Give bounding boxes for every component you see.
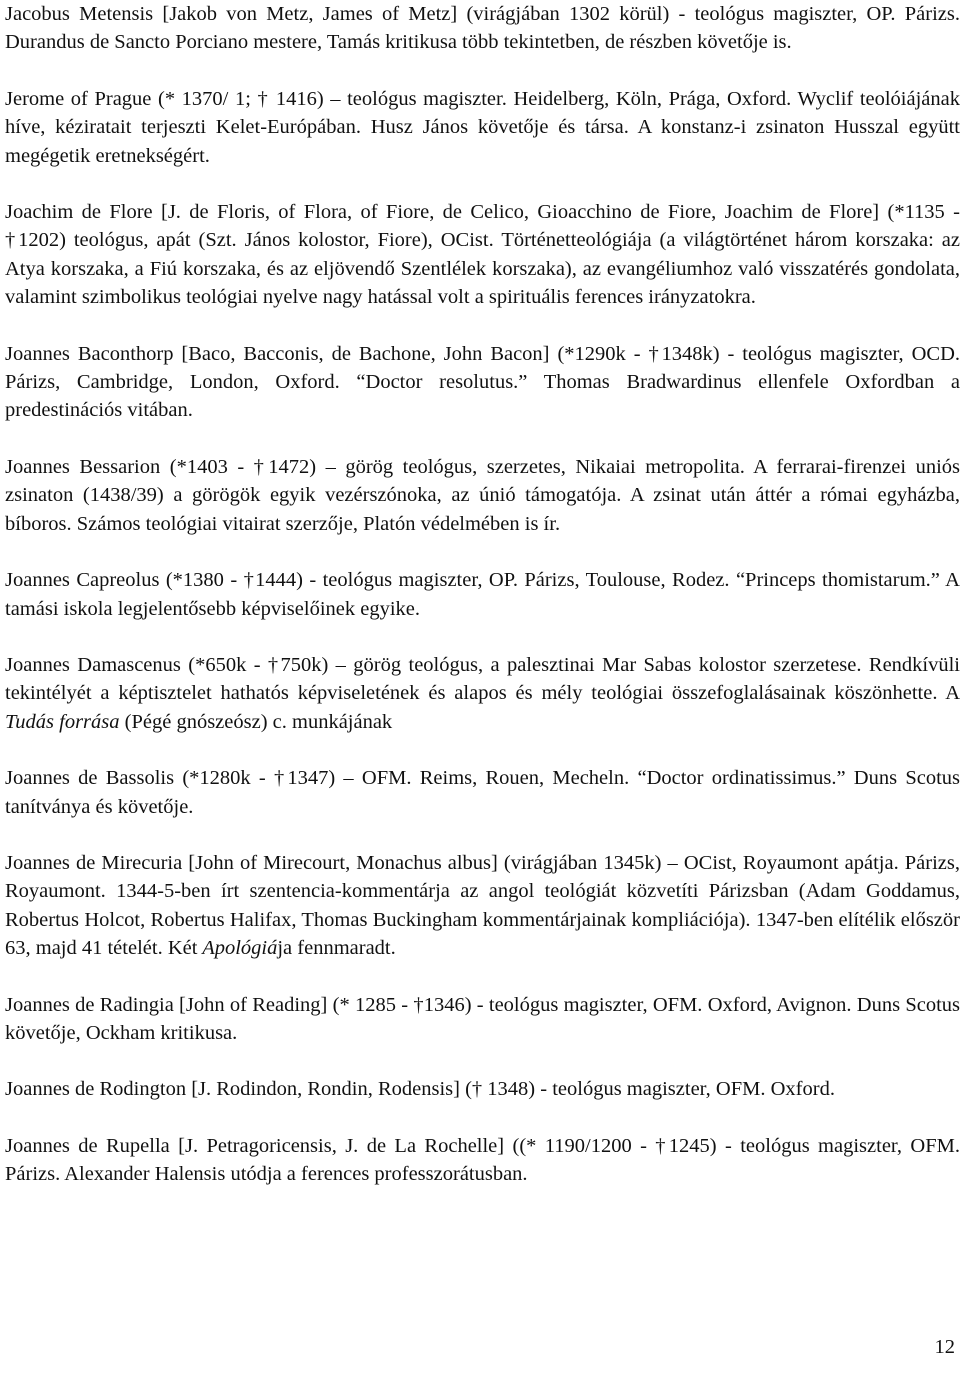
entry-text: Joachim de Flore [J. de Floris, of Flora, of Fiore, de Celico, Gioacchino de Fiore, Joachim de Flore] (*1135 - †1202) teológus, apát (Szt. János kolostor, Fiore), OCist. Történetteológiája (a világtörténet három korszaka: az Atya korszaka, a Fiú korszaka, és az eljövendő Szentlélek korszaka), az evangéliumhoz való visszatérés gondolata, valamint szimbolikus teológiai nyelve nagy hatással volt a spirituális ferences irányzatokra. bbox=[5, 201, 960, 309]
entry-text: Joannes Baconthorp [Baco, Bacconis, de Bachone, John Bacon] (*1290k - †1348k) - teológus magiszter, OCD. Párizs, Cambridge, London, Oxford. “Doctor resolutus.” Thomas Bradwardinus ellenfele Oxfordban a predestinációs vitában. bbox=[5, 342, 960, 422]
entry-joannes-de-radingia bbox=[5, 991, 960, 1048]
entry-joannes-de-rodington bbox=[5, 1075, 960, 1103]
entry-joachim-de-flore bbox=[5, 198, 960, 312]
entry-text-part: (Pégé gnószeósz) c. munkájának bbox=[124, 710, 393, 733]
entry-jacobus-metensis bbox=[5, 0, 960, 57]
entry-joannes-damascenus bbox=[5, 651, 960, 736]
entry-text-part: Joannes Damascenus (*650k - †750k) – görög teológus, a palesztinai Mar Sabas kolostor szerzetese. Rendkívüli tekintélyét a képtisztelet hathatós képviseletének és alapos és mély teológiai összefoglalásainak köszönhette. A bbox=[5, 653, 960, 705]
page-number: 12 bbox=[934, 1336, 955, 1358]
entry-text-part: Joannes de Mirecuria [John of Mirecourt, Monachus albus] (virágjában 1345k) – OCist, Royaumont apátja. Párizs, Royaumont. 1344-5-ben írt szentencia-kommentárja az angol teológiát közvetíti Párizsban (Adam Goddamus, Robertus Holcot, Robertus Halifax, Thomas Buckingham kommentárjainak kompliációja). 1347-ben elítélik először 63, majd 41 tételét. Két bbox=[5, 851, 960, 960]
entry-text: Joannes Bessarion (*1403 - †1472) – görög teológus, szerzetes, Nikaiai metropolita. A ferrarai-firenzei uniós zsinaton (1438/39) a görögök egyik vezérszónoka, az únió támogatója. A zsinat után áttér a római egyházba, bíboros. Számos teológiai vitairat szerzője, Platón védelmében is ír. bbox=[5, 455, 960, 535]
entry-work-title: Apológiá bbox=[202, 937, 278, 960]
document-page bbox=[5, 0, 960, 1189]
entry-text: Joannes de Rupella [J. Petragoricensis, J. de La Rochelle] ((* 1190/1200 - †1245) - teológus magiszter, OFM. Párizs. Alexander Halensis utódja a ferences professzorátusban. bbox=[5, 1134, 960, 1186]
entry-text-part: ja fennmaradt. bbox=[277, 937, 396, 960]
entry-text bbox=[5, 849, 960, 963]
entry-joannes-bessarion bbox=[5, 453, 960, 538]
entry-jerome-of-prague bbox=[5, 85, 960, 170]
entry-joannes-capreolus bbox=[5, 566, 960, 623]
entry-text bbox=[5, 651, 960, 736]
entry-joannes-baconthorp bbox=[5, 340, 960, 425]
entry-text: Jerome of Prague (* 1370/ 1; † 1416) – teológus magiszter. Heidelberg, Köln, Prága, Oxford. Wyclif teolóiájának híve, kéziratait terjeszti Kelet-Európában. Husz János követője és társa. A konstanz-i zsinaton Husszal együtt megégetik eretnekségért. bbox=[5, 87, 960, 167]
entry-text: Joannes de Bassolis (*1280k - †1347) – OFM. Reims, Rouen, Mecheln. “Doctor ordinatissimus.” Duns Scotus tanítványa és követője. bbox=[5, 767, 960, 818]
entry-text: Jacobus Metensis [Jakob von Metz, James of Metz] (virágjában 1302 körül) - teológus magiszter, OP. Párizs. Durandus de Sancto Porciano mestere, Tamás kritikusa több tekintetben, de részben követője is. bbox=[5, 3, 960, 54]
entry-text: Joannes Capreolus (*1380 - †1444) - teológus magiszter, OP. Párizs, Toulouse, Rodez. “Princeps thomistarum.” A tamási iskola legjelentősebb képviselőinek egyike. bbox=[5, 569, 960, 620]
entry-text: Joannes de Rodington [J. Rodindon, Rondin, Rodensis] († 1348) - teológus magiszter, OFM. Oxford. bbox=[5, 1078, 835, 1101]
entry-joannes-de-bassolis bbox=[5, 764, 960, 821]
entry-joannes-de-rupella bbox=[5, 1132, 960, 1189]
entry-text: Joannes de Radingia [John of Reading] (* 1285 - †1346) - teológus magiszter, OFM. Oxford, Avignon. Duns Scotus követője, Ockham kritikusa. bbox=[5, 993, 960, 1044]
entry-work-title: Tudás forrása bbox=[5, 710, 120, 733]
entry-joannes-de-mirecuria bbox=[5, 849, 960, 963]
